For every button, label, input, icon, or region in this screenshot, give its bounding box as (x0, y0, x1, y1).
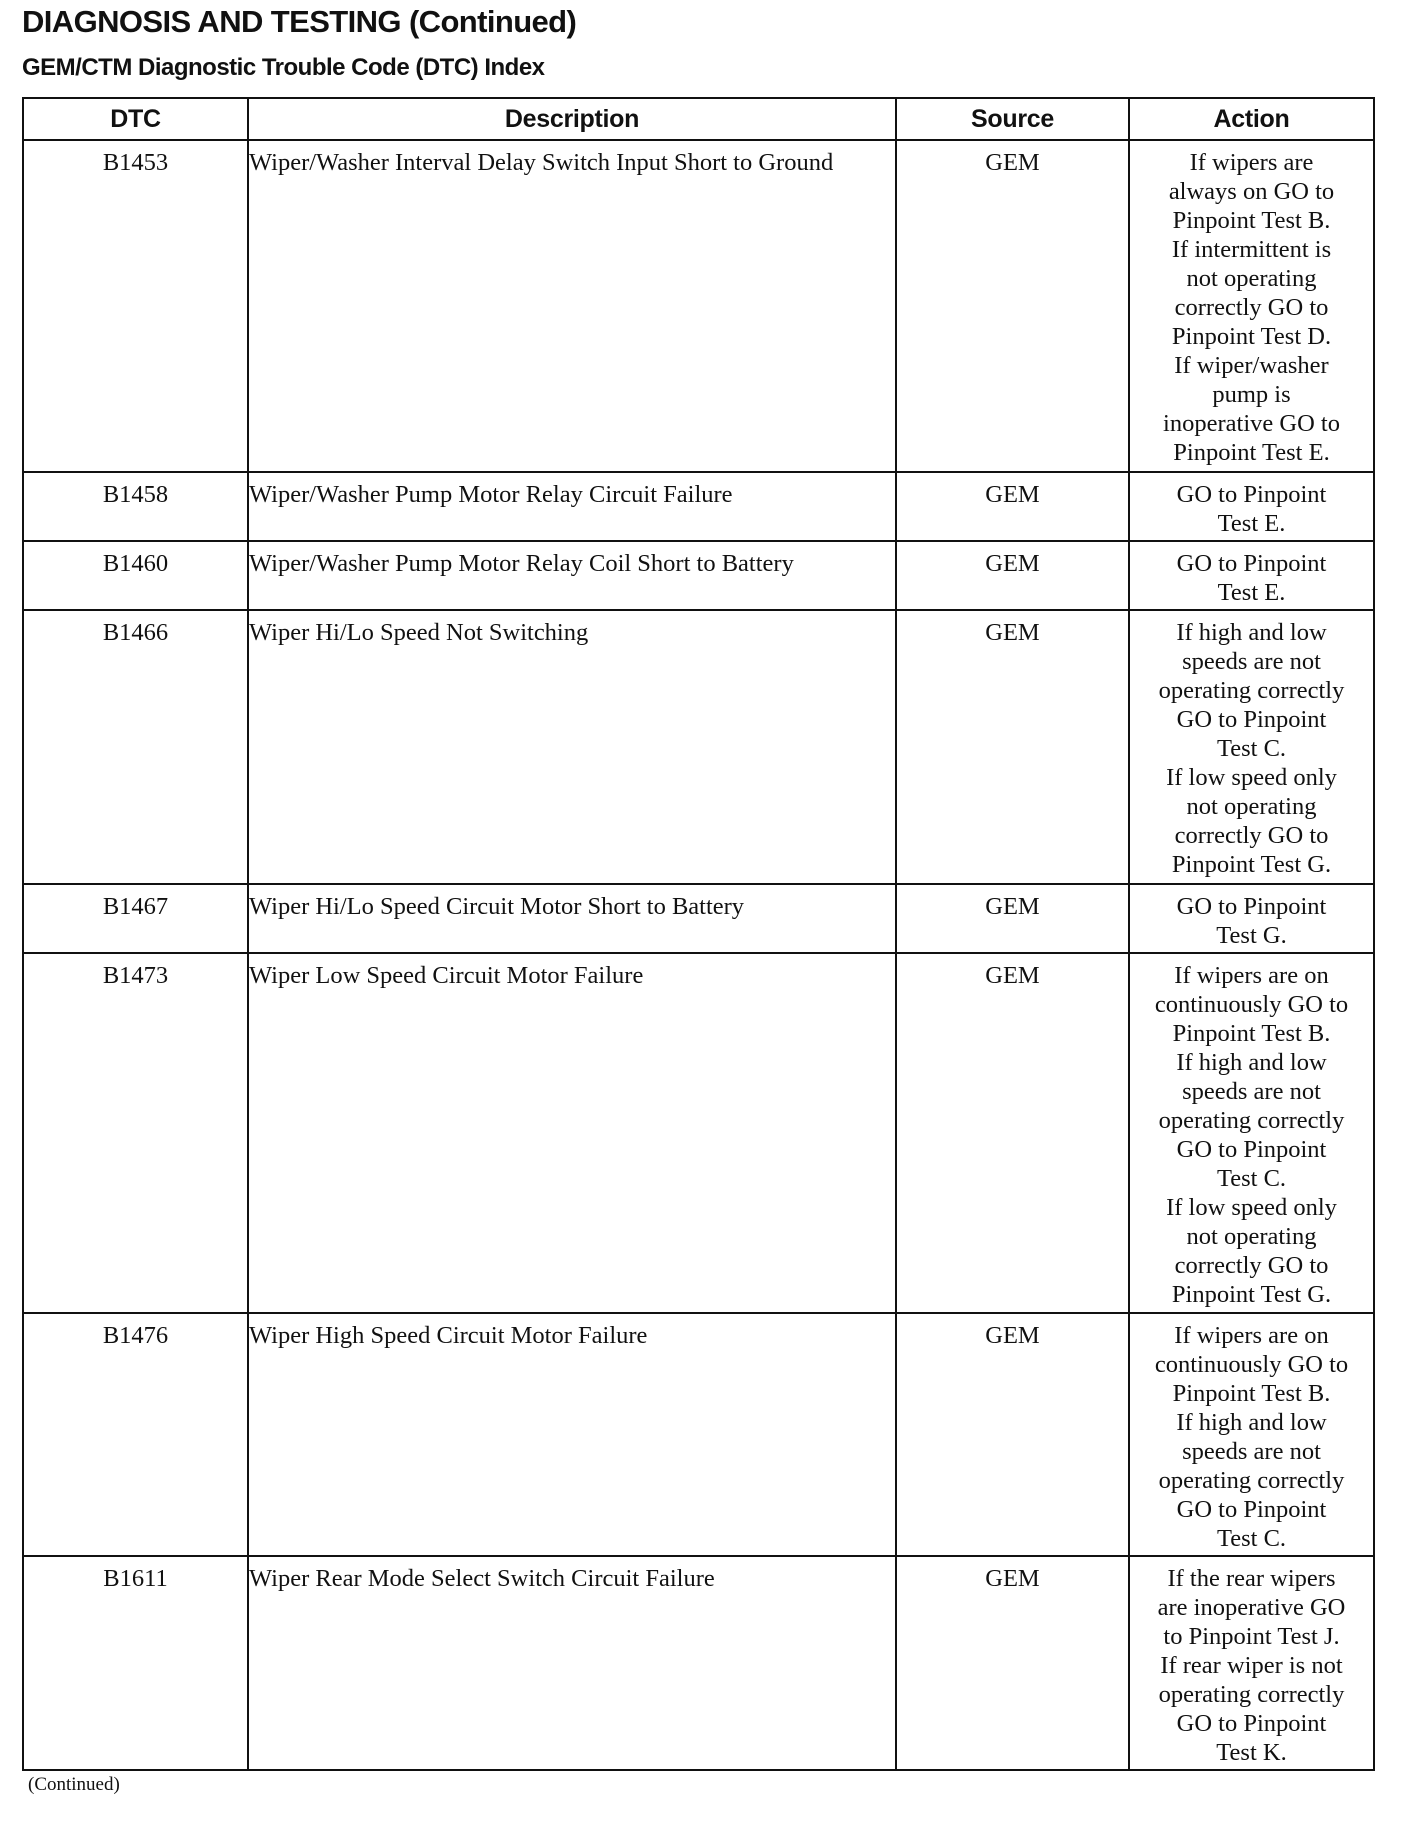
dtc-description: Wiper Hi/Lo Speed Circuit Motor Short to Battery (248, 884, 896, 953)
dtc-action (1129, 1556, 1374, 1770)
dtc-action (1129, 140, 1374, 472)
dtc-action (1129, 953, 1374, 1313)
action-line: not operating (1186, 265, 1317, 292)
action-line: If wipers are (1189, 149, 1314, 176)
action-line: Test K. (1216, 1739, 1287, 1766)
dtc-source: GEM (896, 541, 1129, 610)
dtc-code: B1467 (23, 884, 248, 953)
table-body (23, 140, 1374, 1770)
action-line: operating correctly (1158, 1107, 1345, 1134)
action-line: Test E. (1217, 510, 1286, 537)
dtc-source: GEM (896, 472, 1129, 541)
action-line: If high and low (1176, 619, 1327, 646)
column-header-action: Action (1129, 98, 1374, 140)
dtc-description: Wiper/Washer Pump Motor Relay Coil Short to Battery (248, 541, 896, 610)
action-line: operating correctly (1158, 677, 1345, 704)
dtc-code: B1458 (23, 472, 248, 541)
action-line: speeds are not (1182, 1078, 1321, 1105)
continued-note: (Continued) (28, 1774, 120, 1795)
dtc-index-table (22, 97, 1375, 1771)
action-line: correctly GO to (1174, 822, 1329, 849)
dtc-action (1129, 1313, 1374, 1556)
dtc-code: B1466 (23, 610, 248, 884)
dtc-source: GEM (896, 884, 1129, 953)
action-line: are inoperative GO (1157, 1594, 1346, 1621)
dtc-code: B1453 (23, 140, 248, 472)
action-line: speeds are not (1182, 648, 1321, 675)
action-line: Pinpoint Test G. (1171, 1281, 1332, 1308)
action-line: continuously GO to (1154, 991, 1349, 1018)
dtc-source: GEM (896, 953, 1129, 1313)
action-line: operating correctly (1158, 1681, 1345, 1708)
action-line: inoperative GO to (1163, 410, 1340, 437)
dtc-code: B1460 (23, 541, 248, 610)
action-line: correctly GO to (1174, 294, 1329, 321)
action-line: GO to Pinpoint (1176, 1136, 1327, 1163)
table-row (23, 884, 1374, 953)
page-title: DIAGNOSIS AND TESTING (Continued) (22, 4, 577, 39)
dtc-description: Wiper/Washer Interval Delay Switch Input Short to Ground (248, 140, 896, 472)
action-line: GO to Pinpoint (1176, 1710, 1327, 1737)
table-row (23, 610, 1374, 884)
action-line: operating correctly (1158, 1467, 1345, 1494)
table-row (23, 140, 1374, 472)
action-line: GO to Pinpoint (1176, 706, 1327, 733)
action-line: If the rear wipers (1167, 1565, 1336, 1592)
action-line: to Pinpoint Test J. (1163, 1623, 1340, 1650)
dtc-code: B1611 (23, 1556, 248, 1770)
action-line: If high and low (1176, 1049, 1327, 1076)
dtc-description: Wiper/Washer Pump Motor Relay Circuit Failure (248, 472, 896, 541)
table-row (23, 472, 1374, 541)
table-row (23, 1313, 1374, 1556)
column-header-dtc: DTC (23, 98, 248, 140)
action-line: correctly GO to (1174, 1252, 1329, 1279)
action-line: GO to Pinpoint (1176, 550, 1327, 577)
action-line: If wiper/washer (1174, 352, 1329, 379)
action-line: GO to Pinpoint (1176, 893, 1327, 920)
dtc-source: GEM (896, 610, 1129, 884)
table-header-row (23, 98, 1374, 140)
dtc-action (1129, 610, 1374, 884)
dtc-code: B1473 (23, 953, 248, 1313)
column-header-description: Description (248, 98, 896, 140)
dtc-code: B1476 (23, 1313, 248, 1556)
action-line: not operating (1186, 1223, 1317, 1250)
dtc-description: Wiper Low Speed Circuit Motor Failure (248, 953, 896, 1313)
table-row (23, 953, 1374, 1313)
action-line: Pinpoint Test D. (1171, 323, 1332, 350)
action-line: If low speed only (1166, 764, 1337, 791)
action-line: Test C. (1216, 1165, 1287, 1192)
dtc-action (1129, 472, 1374, 541)
dtc-action (1129, 541, 1374, 610)
action-line: If low speed only (1166, 1194, 1337, 1221)
dtc-description: Wiper High Speed Circuit Motor Failure (248, 1313, 896, 1556)
section-subtitle: GEM/CTM Diagnostic Trouble Code (DTC) Index (22, 54, 545, 81)
dtc-source: GEM (896, 1556, 1129, 1770)
action-line: continuously GO to (1154, 1351, 1349, 1378)
action-line: Test G. (1216, 922, 1287, 949)
action-line: speeds are not (1182, 1438, 1321, 1465)
dtc-description: Wiper Rear Mode Select Switch Circuit Failure (248, 1556, 896, 1770)
action-line: If high and low (1176, 1409, 1327, 1436)
action-line: Pinpoint Test B. (1172, 1380, 1331, 1407)
dtc-description: Wiper Hi/Lo Speed Not Switching (248, 610, 896, 884)
action-line: If wipers are on (1174, 1322, 1329, 1349)
table-row (23, 541, 1374, 610)
action-line: Pinpoint Test E. (1173, 439, 1330, 466)
dtc-source: GEM (896, 1313, 1129, 1556)
action-line: GO to Pinpoint (1176, 1496, 1327, 1523)
action-line: not operating (1186, 793, 1317, 820)
action-line: Pinpoint Test B. (1172, 207, 1331, 234)
action-line: If wipers are on (1174, 962, 1329, 989)
action-line: always on GO to (1168, 178, 1335, 205)
dtc-action (1129, 884, 1374, 953)
table-row (23, 1556, 1374, 1770)
action-line: If intermittent is (1171, 236, 1332, 263)
action-line: Test E. (1217, 579, 1286, 606)
action-line: Pinpoint Test G. (1171, 851, 1332, 878)
action-line: pump is (1212, 381, 1291, 408)
action-line: Test C. (1216, 1525, 1287, 1552)
column-header-source: Source (896, 98, 1129, 140)
action-line: Pinpoint Test B. (1172, 1020, 1331, 1047)
dtc-source: GEM (896, 140, 1129, 472)
action-line: If rear wiper is not (1160, 1652, 1343, 1679)
action-line: GO to Pinpoint (1176, 481, 1327, 508)
action-line: Test C. (1216, 735, 1287, 762)
